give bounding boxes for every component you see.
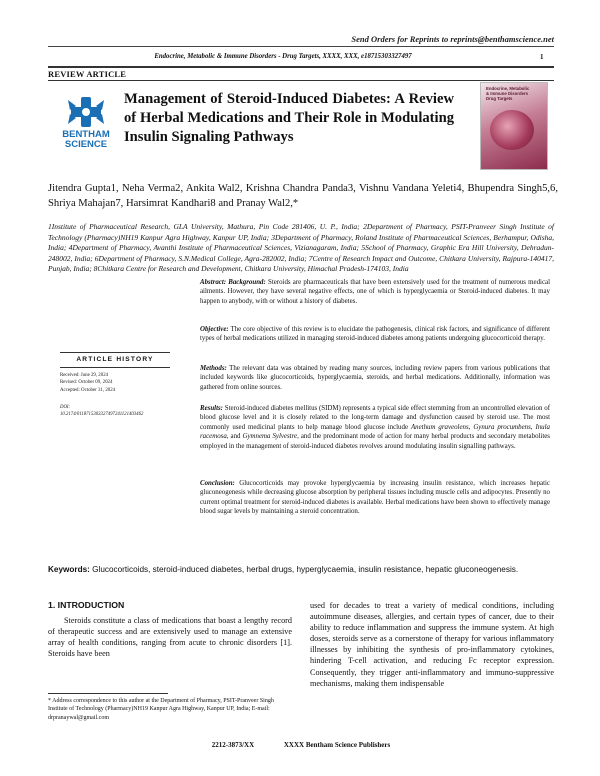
objective-text: The core objective of this review is to elucidate the pathogenesis, clinical risk factors, and significance of different types of herbal medications utilized in managing steroid-induced diabetes among patients undergoing glucocorticoid therapy. <box>200 326 550 343</box>
correspondence-footnote: * Address correspondence to this author at the Department of Pharmacy, PSIT-Pranveer Singh Institute of Technology (Pharmacy)NH19 Kanpur Agra Highway, Kanpur UP, India; E-mail: drpranaywal@gmail.com <box>48 698 274 721</box>
bentham-logo-icon <box>58 94 114 130</box>
intro-column-1 <box>48 615 292 659</box>
journal-citation: Endocrine, Metabolic & Immune Disorders - Drug Targets, XXXX, XXX, e18715303327497 <box>154 53 412 60</box>
results-text-a: Steroid-induced diabetes mellitus (SIDM) represents a typical side effect stemming from an uncontrolled elevation of blood glucose level and it is closely related to the long-term damage and dysfunction caused by steroid use. The most commonly used medicinal plants to help manage blood glucose include <box>200 405 550 431</box>
revised-date: Revised: October 09, 2024 <box>60 380 113 386</box>
publisher: XXXX Bentham Science Publishers <box>283 741 391 749</box>
objective-label: Objective: <box>200 326 229 333</box>
results-label: Results: <box>200 405 223 412</box>
results-plants: Anethum graveolens, Gynura procumbens, Inula racemosa, <box>200 423 550 441</box>
reprints-notice: Send Orders for Reprints to reprints@benthamscience.net <box>351 34 554 44</box>
conclusion-label: Conclusion: <box>200 480 235 487</box>
issn: 2212-3873/XX <box>211 741 255 749</box>
doi-block <box>60 404 170 418</box>
cover-illustration <box>490 110 534 150</box>
intro-text-1: Steroids constitute a class of medications that boast a lengthy record of therapeutic success and are extensively used to manage an extensive array of health conditions, ranging from acute to chronic disorders [1]. Steroids have been <box>48 616 292 659</box>
section-divider-top <box>48 66 554 68</box>
article-type-label: REVIEW ARTICLE <box>48 69 127 79</box>
accepted-date: Accepted: October 31, 2024 <box>60 387 116 393</box>
abstract-results: Results: Steroid-induced diabetes mellitus (SIDM) represents a typical side effect stemming from an uncontrolled elevation of blood glucose level and it is closely related to the long-term damage and dysfunction caused by steroid use. The most commonly used medicinal plants to help manage blood glucose include Anethum graveolens, Gynura procumbens, Inula racemosa, and Gymnema Sylvestre, and the predominant mode of action for many herbal products and secondary metabolites employed in the management of steroid-induced diabetes revolves around modulating insulin signalling pathways. <box>200 405 550 450</box>
page-number: 1 <box>540 53 544 61</box>
methods-label: Methods: <box>200 365 227 372</box>
intro-column-2: used for decades to treat a variety of medical conditions, including autoimmune diseases, allergies, and certain types of cancer, due to their ability to reduce inflammation and suppress the immune system. At high doses, steroids serve as a cornerstone of therapy for various inflammatory illnesses by inhibiting the synthesis of pro-inflammatory cytokines, hindering T-cell activation, and reducing Fc receptor expression. Consequently, they trigger anti-inflammatory and immuno-suppressive mechanisms, making them indispensable <box>310 601 554 688</box>
background-label: Abstract: Background: <box>200 279 266 286</box>
received-date: Received: June 29, 2024 <box>60 373 109 378</box>
abstract-background <box>200 278 550 306</box>
keywords-label: Keywords: <box>48 565 90 574</box>
article-title: Management of Steroid-Induced Diabetes: A Review of Herbal Medications and Their Role in Modulating Insulin Signaling Pathways <box>124 91 454 145</box>
results-text-b: , and the predominant mode of action for many herbal products and secondary metabolites employed in the management of steroid-induced diabetes revolves around modulating insulin signalling pathways. <box>200 433 550 450</box>
article-history-title: ARTICLE HISTORY <box>76 356 154 363</box>
history-divider-bottom <box>60 367 170 368</box>
methods-text: The relevant data was obtained by reading many sources, including review papers from various publications that included keywords like glucocorticoids, hyperglycaemia, steroids, and herbal medications. Additionally, information was gathered from online sources. <box>200 365 550 391</box>
abstract-conclusion <box>200 479 550 517</box>
author-list: Jitendra Gupta1, Neha Verma2, Ankita Wal2, Krishna Chandra Panda3, Vishnu Vandana Yeleti4, Bhupendra Singh5,6, Shriya Mahajan7, Harsimrat Kandhari8 and Pranay Wal2,* <box>48 183 558 209</box>
page-footer <box>48 741 554 749</box>
results-plant-last: Gymnema Sylvestre <box>242 433 298 441</box>
keywords <box>48 564 554 575</box>
article-history-dates <box>60 372 170 394</box>
keywords-text: Glucocorticoids, steroid-induced diabetes, herbal drugs, hyperglycaemia, insulin resistance, hepatic gluconeogenesis. <box>92 565 519 574</box>
section-heading: 1. INTRODUCTION <box>48 600 125 610</box>
conclusion-text: Glucocorticoids may provoke hyperglycaemia by increasing insulin resistance, which increases hepatic gluconeogenesis while decreasing glucose absorption by peripheral tissues including muscle cells and adipocytes. Presently no current optimal treatment for steroid-induced diabetes is available. Herbal medications have been shown to effectively manage blood sugar levels by maintaining a steroid concentration. <box>200 480 550 516</box>
background-text: Steroids are pharmaceuticals that have been extensively used for the treatment of numerous medical ailments. However, they have several negative effects, one of which is hyperglycaemia or Steroid-induced diabetes. It may happen to anybody, with or without a history of diabetes. <box>200 279 550 305</box>
affiliations: 1Institute of Pharmaceutical Research, GLA University, Mathura, Pin Code 281406, U. P., India; 2Department of Pharmacy, PSIT-Pranveer Singh Institute of Technology (Pharmacy)NH19 Kanpur Agra Highway, Kanpur UP, India; 3Department of Pharmacy, Roland Institute of Pharmaceutical Sciences, Berhampur, Odisha, India; 4Department of Pharmacy, Avanthi Institute of Pharmaceutical Sciences, Vizianagaram, India; 5School of Pharmacy, Graphic Era Hill University, Dehradun-248002, India; 6Department of Pharmacy, S.N.Medical College, Agra-282002, India; 7Centre of Research Impact and Outcome, Chitkara University, Rajpura-140417, Punjab, India; 8Chitkara Centre for Research and Development, Chitkara University, Himachal Pradesh-174103, India <box>48 222 554 274</box>
footnote-divider <box>48 693 168 694</box>
abstract-objective <box>200 325 550 344</box>
logo-line-2: SCIENCE <box>64 139 108 150</box>
header-divider <box>48 46 554 47</box>
abstract-methods <box>200 364 550 392</box>
section-divider-bottom <box>48 80 554 81</box>
bentham-logo-text <box>50 130 122 150</box>
logo-line-1: BENTHAM <box>62 129 110 140</box>
cover-title: Endocrine, Metabolic & Immune Disorders Drug Targets <box>486 86 530 101</box>
history-divider-top <box>60 352 170 353</box>
doi-link[interactable]: 10.2174/0118715303327497241121403462 <box>60 412 144 417</box>
doi-label: DOI: <box>60 405 71 410</box>
